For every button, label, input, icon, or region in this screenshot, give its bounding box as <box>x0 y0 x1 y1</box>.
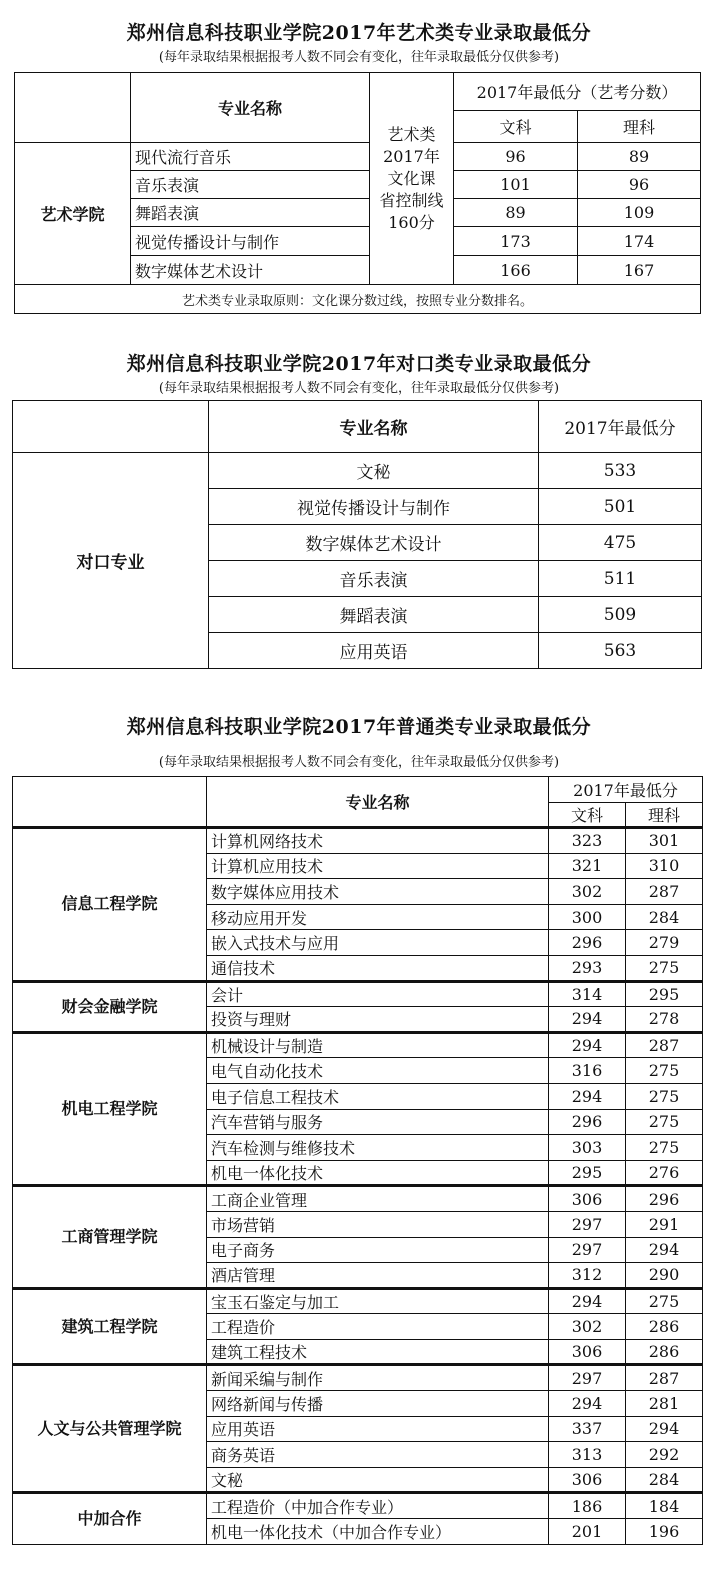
general-score-wen: 296 <box>549 1109 626 1135</box>
art-score-wen: 173 <box>454 227 578 256</box>
art-score-li: 96 <box>578 171 701 199</box>
general-score-li: 196 <box>626 1519 703 1545</box>
art-college: 艺术学院 <box>15 143 131 285</box>
general-major-name: 计算机应用技术 <box>207 853 549 879</box>
general-score-wen: 294 <box>549 1288 626 1314</box>
general-major-name: 工程造价（中加合作专业） <box>207 1493 549 1519</box>
general-major-name: 应用英语 <box>207 1416 549 1442</box>
art-major-name: 现代流行音乐 <box>131 143 370 171</box>
general-score-li: 291 <box>626 1211 703 1237</box>
general-major-name: 建筑工程技术 <box>207 1339 549 1365</box>
general-score-wen: 306 <box>549 1339 626 1365</box>
general-score-wen: 303 <box>549 1135 626 1161</box>
art-footer: 艺术类专业录取原则：文化课分数过线，按照专业分数排名。 <box>15 285 701 314</box>
general-college: 工商管理学院 <box>13 1186 207 1288</box>
general-score-li: 290 <box>626 1263 703 1289</box>
general-score-wen: 316 <box>549 1058 626 1084</box>
general-score-li: 275 <box>626 1058 703 1084</box>
art-control-line: 艺术类 2017年 文化课 省控制线 160分 <box>370 73 454 285</box>
general-major-name: 商务英语 <box>207 1442 549 1468</box>
general-col-li: 理科 <box>626 803 703 828</box>
general-major-name: 嵌入式技术与应用 <box>207 930 549 956</box>
general-score-wen: 294 <box>549 1391 626 1417</box>
general-major-name: 文秘 <box>207 1467 549 1493</box>
general-score-li: 287 <box>626 879 703 905</box>
general-major-name: 电气自动化技术 <box>207 1058 549 1084</box>
general-score-wen: 302 <box>549 879 626 905</box>
general-major-name: 工商企业管理 <box>207 1186 549 1212</box>
general-score-li: 287 <box>626 1032 703 1058</box>
general-score-wen: 186 <box>549 1493 626 1519</box>
general-title: 郑州信息科技职业学院2017年普通类专业录取最低分 <box>126 716 592 738</box>
general-major-name: 电子商务 <box>207 1237 549 1263</box>
duikou-major-name: 文秘 <box>209 453 539 489</box>
general-score-wen: 294 <box>549 1083 626 1109</box>
duikou-score: 501 <box>539 489 702 525</box>
duikou-major-name: 视觉传播设计与制作 <box>209 489 539 525</box>
duikou-group: 对口专业 <box>13 453 209 669</box>
art-corner-cell <box>15 73 131 143</box>
general-score-wen: 302 <box>549 1314 626 1340</box>
duikou-title: 郑州信息科技职业学院2017年对口类专业录取最低分 <box>126 353 592 375</box>
duikou-header-major: 专业名称 <box>209 401 539 453</box>
general-score-li: 284 <box>626 904 703 930</box>
art-score-li: 89 <box>578 143 701 171</box>
art-note: (每年录取结果根据报考人数不同会有变化，往年录取最低分仅供参考) <box>158 50 560 65</box>
general-major-name: 计算机网络技术 <box>207 828 549 854</box>
duikou-major-name: 应用英语 <box>209 633 539 669</box>
general-score-li: 275 <box>626 1083 703 1109</box>
art-score-li: 109 <box>578 199 701 227</box>
general-score-wen: 300 <box>549 904 626 930</box>
general-score-li: 310 <box>626 853 703 879</box>
general-score-wen: 297 <box>549 1365 626 1391</box>
general-score-li: 275 <box>626 1288 703 1314</box>
general-major-name: 通信技术 <box>207 955 549 981</box>
general-score-li: 275 <box>626 1135 703 1161</box>
general-score-wen: 312 <box>549 1263 626 1289</box>
general-major-name: 机械设计与制造 <box>207 1032 549 1058</box>
general-college: 机电工程学院 <box>13 1032 207 1186</box>
general-score-li: 276 <box>626 1160 703 1186</box>
general-score-wen: 306 <box>549 1186 626 1212</box>
general-major-name: 电子信息工程技术 <box>207 1083 549 1109</box>
general-score-li: 284 <box>626 1467 703 1493</box>
duikou-major-name: 音乐表演 <box>209 561 539 597</box>
general-score-wen: 313 <box>549 1442 626 1468</box>
duikou-score: 563 <box>539 633 702 669</box>
general-score-li: 295 <box>626 981 703 1007</box>
duikou-major-name: 舞蹈表演 <box>209 597 539 633</box>
general-major-name: 酒店管理 <box>207 1263 549 1289</box>
general-score-wen: 337 <box>549 1416 626 1442</box>
general-score-wen: 314 <box>549 981 626 1007</box>
general-major-name: 汽车检测与维修技术 <box>207 1135 549 1161</box>
general-score-li: 275 <box>626 955 703 981</box>
art-header-major: 专业名称 <box>131 73 370 143</box>
general-score-wen: 321 <box>549 853 626 879</box>
general-college: 人文与公共管理学院 <box>13 1365 207 1493</box>
general-score-li: 279 <box>626 930 703 956</box>
general-note: (每年录取结果根据报考人数不同会有变化，往年录取最低分仅供参考) <box>158 755 560 770</box>
duikou-score: 509 <box>539 597 702 633</box>
general-score-li: 294 <box>626 1237 703 1263</box>
art-header-score: 2017年最低分（艺考分数） <box>454 73 701 111</box>
general-col-wen: 文科 <box>549 803 626 828</box>
general-score-wen: 201 <box>549 1519 626 1545</box>
general-score-wen: 297 <box>549 1211 626 1237</box>
duikou-score: 475 <box>539 525 702 561</box>
general-score-li: 286 <box>626 1314 703 1340</box>
art-table <box>14 72 701 314</box>
general-major-name: 机电一体化技术 <box>207 1160 549 1186</box>
general-college: 财会金融学院 <box>13 981 207 1032</box>
general-major-name: 数字媒体应用技术 <box>207 879 549 905</box>
general-major-name: 移动应用开发 <box>207 904 549 930</box>
art-score-wen: 101 <box>454 171 578 199</box>
general-score-wen: 323 <box>549 828 626 854</box>
general-header-score: 2017年最低分 <box>549 777 703 803</box>
duikou-note: (每年录取结果根据报考人数不同会有变化，往年录取最低分仅供参考) <box>158 381 560 396</box>
general-major-name: 市场营销 <box>207 1211 549 1237</box>
general-table <box>12 776 703 1545</box>
general-major-name: 工程造价 <box>207 1314 549 1340</box>
general-score-wen: 306 <box>549 1467 626 1493</box>
general-score-wen: 294 <box>549 1007 626 1033</box>
duikou-major-name: 数字媒体艺术设计 <box>209 525 539 561</box>
art-major-name: 舞蹈表演 <box>131 199 370 227</box>
art-score-wen: 166 <box>454 256 578 285</box>
general-score-wen: 297 <box>549 1237 626 1263</box>
art-major-name: 视觉传播设计与制作 <box>131 227 370 256</box>
general-major-name: 新闻采编与制作 <box>207 1365 549 1391</box>
duikou-score: 511 <box>539 561 702 597</box>
art-title: 郑州信息科技职业学院2017年艺术类专业录取最低分 <box>126 22 592 44</box>
art-col-wen: 文科 <box>454 111 578 143</box>
general-college: 建筑工程学院 <box>13 1288 207 1365</box>
general-score-li: 184 <box>626 1493 703 1519</box>
general-score-wen: 293 <box>549 955 626 981</box>
art-col-li: 理科 <box>578 111 701 143</box>
duikou-header-score: 2017年最低分 <box>539 401 702 453</box>
general-score-li: 286 <box>626 1339 703 1365</box>
duikou-score: 533 <box>539 453 702 489</box>
general-college: 中加合作 <box>13 1493 207 1544</box>
general-score-wen: 295 <box>549 1160 626 1186</box>
general-major-name: 汽车营销与服务 <box>207 1109 549 1135</box>
general-major-name: 会计 <box>207 981 549 1007</box>
general-score-li: 287 <box>626 1365 703 1391</box>
general-score-wen: 294 <box>549 1032 626 1058</box>
general-score-li: 294 <box>626 1416 703 1442</box>
general-major-name: 网络新闻与传播 <box>207 1391 549 1417</box>
art-score-wen: 96 <box>454 143 578 171</box>
general-score-li: 281 <box>626 1391 703 1417</box>
general-score-li: 275 <box>626 1109 703 1135</box>
general-score-li: 278 <box>626 1007 703 1033</box>
general-college: 信息工程学院 <box>13 828 207 982</box>
general-major-name: 宝玉石鉴定与加工 <box>207 1288 549 1314</box>
general-header-major: 专业名称 <box>207 777 549 828</box>
art-score-li: 174 <box>578 227 701 256</box>
general-score-li: 292 <box>626 1442 703 1468</box>
general-major-name: 投资与理财 <box>207 1007 549 1033</box>
duikou-corner-cell <box>13 401 209 453</box>
general-score-wen: 296 <box>549 930 626 956</box>
general-major-name: 机电一体化技术（中加合作专业） <box>207 1519 549 1545</box>
art-major-name: 音乐表演 <box>131 171 370 199</box>
general-corner-cell <box>13 777 207 828</box>
art-score-wen: 89 <box>454 199 578 227</box>
art-major-name: 数字媒体艺术设计 <box>131 256 370 285</box>
art-score-li: 167 <box>578 256 701 285</box>
general-score-li: 296 <box>626 1186 703 1212</box>
general-score-li: 301 <box>626 828 703 854</box>
duikou-table <box>12 400 702 669</box>
